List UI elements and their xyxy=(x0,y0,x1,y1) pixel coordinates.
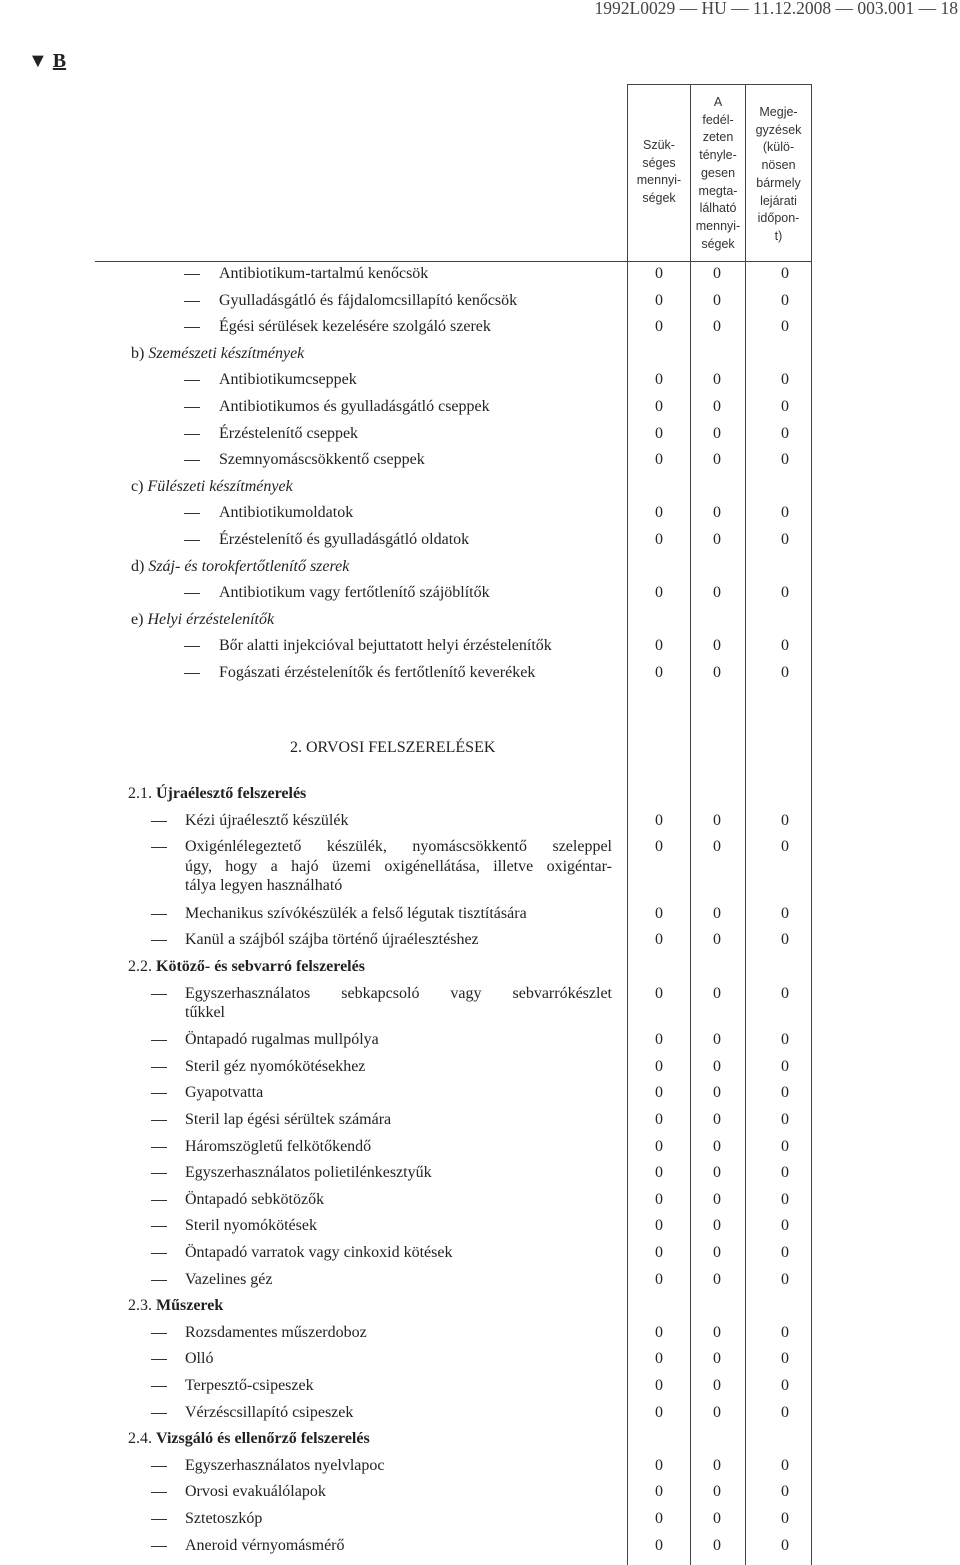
cell-value: 0 xyxy=(655,1403,663,1421)
cell-value: 0 xyxy=(781,371,789,389)
group-heading xyxy=(128,784,306,803)
group-title: Műszerek xyxy=(156,1297,224,1315)
subsection-heading xyxy=(131,344,304,363)
dash-bullet xyxy=(151,940,167,941)
section-title: 2. ORVOSI FELSZERELÉSEK xyxy=(290,739,496,756)
cell-value: 0 xyxy=(713,291,721,309)
group-heading xyxy=(128,1296,223,1315)
cell-value: 0 xyxy=(655,1244,663,1261)
cell-value: 0 xyxy=(781,1536,789,1554)
cell-value: 0 xyxy=(655,1350,663,1368)
list-item-text: Orvosi evakuálólapok xyxy=(185,1483,326,1501)
dash-bullet xyxy=(151,1519,167,1520)
cell-value: 0 xyxy=(781,291,789,309)
cell-value: 0 xyxy=(713,811,721,829)
cell-value: 0 xyxy=(781,1057,789,1075)
cell-value: 0 xyxy=(713,424,721,442)
cell-value: 0 xyxy=(781,1164,789,1182)
cell-value: 0 xyxy=(781,1190,789,1208)
cell-value: 0 xyxy=(781,1350,789,1368)
column-header-actual-qty: A fedél- zeten tényle- gesen megta- lálható mennyi- ségek xyxy=(695,95,741,251)
cell-value: 0 xyxy=(781,1217,789,1235)
list-item-text: Antibiotikum vagy fertőtlenítő szájöblítők xyxy=(219,584,490,602)
cell-value: 0 xyxy=(655,318,663,336)
list-item-text-line: Oxigénlélegeztető készülék, nyomáscsökkentő szeleppel xyxy=(185,838,612,856)
dash-bullet xyxy=(151,1040,167,1041)
cell-value: 0 xyxy=(655,265,663,282)
group-title: Vizsgáló és ellenőrző felszerelés xyxy=(156,1430,370,1448)
cell-value: 0 xyxy=(781,1270,789,1288)
group-number: 2.3. xyxy=(128,1297,156,1315)
amendment-marker xyxy=(28,52,66,71)
header-bottom-border xyxy=(95,261,812,262)
list-item-text-line: úgy, hogy a hajó üzemi oxigénellátása, illetve oxigéntar- xyxy=(185,857,612,875)
list-item-text-line: tálya legyen használható xyxy=(185,877,343,895)
dash-bullet xyxy=(184,380,200,381)
cell-value: 0 xyxy=(713,1377,721,1394)
cell-value: 0 xyxy=(781,1084,789,1102)
cell-value: 0 xyxy=(781,424,789,442)
cell-value: 0 xyxy=(713,1510,721,1527)
dash-bullet xyxy=(184,673,200,674)
dash-bullet xyxy=(151,1067,167,1068)
dash-bullet xyxy=(151,1359,167,1360)
list-item-text: Steril lap égési sérültek számára xyxy=(185,1111,392,1128)
dash-bullet xyxy=(151,994,167,995)
cell-value: 0 xyxy=(781,451,789,469)
list-item-text: Antibiotikum-tartalmú kenőcsök xyxy=(219,265,429,282)
dash-bullet xyxy=(184,593,200,594)
cell-value: 0 xyxy=(781,531,789,548)
list-item-text: Sztetoszkóp xyxy=(185,1510,263,1527)
cell-value: 0 xyxy=(781,584,789,602)
cell-value: 0 xyxy=(713,1270,721,1288)
subsection-title: Fülészeti készítmények xyxy=(147,477,293,495)
list-item-text: Szemnyomáscsökkentő cseppek xyxy=(219,451,425,469)
dash-bullet xyxy=(151,1333,167,1334)
dash-bullet xyxy=(151,1253,167,1254)
list-item-text: Érzéstelenítő és gyulladásgátló oldatok xyxy=(219,531,470,548)
cell-value: 0 xyxy=(781,1403,789,1421)
dash-bullet xyxy=(184,301,200,302)
cell-value: 0 xyxy=(713,318,721,336)
list-item-text: Antibiotikumoldatok xyxy=(219,504,354,522)
dash-bullet xyxy=(151,1226,167,1227)
dash-bullet xyxy=(184,540,200,541)
cell-value: 0 xyxy=(781,318,789,336)
dash-bullet xyxy=(151,1386,167,1387)
cell-value: 0 xyxy=(655,1164,663,1182)
cell-value: 0 xyxy=(781,1323,789,1341)
cell-value: 0 xyxy=(713,1137,721,1155)
cell-value: 0 xyxy=(781,398,789,415)
cell-value: 0 xyxy=(655,637,663,655)
list-item-text: Öntapadó sebkötözők xyxy=(185,1190,325,1208)
cell-value: 0 xyxy=(713,1456,721,1474)
subsection-heading xyxy=(131,477,293,496)
dash-bullet xyxy=(151,1546,167,1547)
cell-value: 0 xyxy=(655,1084,663,1102)
dash-bullet xyxy=(184,646,200,647)
list-item-text: Fogászati érzéstelenítők és fertőtlenítő keverékek xyxy=(219,664,536,681)
cell-value: 0 xyxy=(655,1031,663,1049)
column-divider-1 xyxy=(690,84,691,1565)
cell-value: 0 xyxy=(713,1403,721,1421)
dash-bullet xyxy=(151,1280,167,1281)
cell-value: 0 xyxy=(781,664,789,681)
list-item-text: Háromszögletű felkötőkendő xyxy=(185,1137,372,1155)
cell-value: 0 xyxy=(781,265,789,282)
cell-value: 0 xyxy=(713,1031,721,1049)
subsection-letter: c) xyxy=(131,477,148,495)
group-title: Kötöző- és sebvarró felszerelés xyxy=(156,958,365,975)
group-number: 2.4. xyxy=(128,1430,156,1448)
cell-value: 0 xyxy=(713,838,721,856)
cell-value: 0 xyxy=(655,424,663,442)
dash-bullet xyxy=(151,1093,167,1094)
cell-value: 0 xyxy=(655,504,663,522)
list-item-text: Aneroid vérnyomásmérő xyxy=(185,1536,345,1554)
cell-value: 0 xyxy=(781,984,789,1002)
list-item-text-line: Egyszerhasználatos sebkapcsoló vagy sebvarrókészlet xyxy=(185,984,612,1002)
cell-value: 0 xyxy=(713,904,721,922)
list-item-text: Gyapotvatta xyxy=(185,1084,264,1102)
list-item-text: Öntapadó rugalmas mullpólya xyxy=(185,1031,379,1049)
list-item-text: Olló xyxy=(185,1350,214,1368)
cell-value: 0 xyxy=(781,1244,789,1261)
cell-value: 0 xyxy=(713,451,721,469)
cell-value: 0 xyxy=(713,1190,721,1208)
page-header: 1992L0029 — HU — 11.12.2008 — 003.001 — 18 xyxy=(594,0,958,18)
cell-value: 0 xyxy=(655,1111,663,1128)
cell-value: 0 xyxy=(713,531,721,548)
list-item-text: Bőr alatti injekcióval bejuttatott helyi érzéstelenítők xyxy=(219,637,552,655)
group-title: Újraélesztő felszerelés xyxy=(156,785,307,802)
cell-value: 0 xyxy=(781,1456,789,1474)
subsection-letter: d) xyxy=(131,557,149,575)
cell-value: 0 xyxy=(655,371,663,389)
cell-value: 0 xyxy=(655,1510,663,1527)
cell-value: 0 xyxy=(655,1456,663,1474)
dash-bullet xyxy=(151,1200,167,1201)
list-item-text: Antibiotikumcseppek xyxy=(219,371,357,389)
cell-value: 0 xyxy=(713,265,721,282)
cell-value: 0 xyxy=(655,531,663,548)
cell-value: 0 xyxy=(655,931,663,949)
cell-value: 0 xyxy=(655,811,663,829)
dash-bullet xyxy=(184,513,200,514)
table-border-left xyxy=(627,84,628,1565)
cell-value: 0 xyxy=(713,1244,721,1261)
dash-bullet xyxy=(184,434,200,435)
subsection-title: Száj- és torokfertőtlenítő szerek xyxy=(148,557,350,575)
cell-value: 0 xyxy=(713,1164,721,1182)
group-heading xyxy=(128,957,365,976)
column-divider-2 xyxy=(745,84,746,1565)
dash-bullet xyxy=(151,1466,167,1467)
dash-bullet xyxy=(184,460,200,461)
cell-value: 0 xyxy=(713,984,721,1002)
dash-bullet xyxy=(151,1413,167,1414)
cell-value: 0 xyxy=(781,1137,789,1155)
down-triangle-icon: ▼ xyxy=(28,50,48,72)
cell-value: 0 xyxy=(655,291,663,309)
cell-value: 0 xyxy=(655,1057,663,1075)
list-item-text: Kanül a szájból szájba történő újraélesztéshez xyxy=(185,931,479,949)
group-number: 2.2. xyxy=(128,958,156,975)
list-item-text: Égési sérülések kezelésére szolgáló szerek xyxy=(219,318,491,336)
cell-value: 0 xyxy=(655,451,663,469)
column-header-remarks: Megje- gyzések (külö- nösen bármely lejárati időpon- t) xyxy=(755,105,802,243)
cell-value: 0 xyxy=(655,1137,663,1155)
cell-value: 0 xyxy=(781,931,789,949)
cell-value: 0 xyxy=(781,1031,789,1049)
dash-bullet xyxy=(151,1492,167,1493)
cell-value: 0 xyxy=(713,637,721,655)
list-item-text-line: tűkkel xyxy=(185,1004,225,1022)
list-item-text: Kézi újraélesztő készülék xyxy=(185,811,349,829)
cell-value: 0 xyxy=(655,904,663,922)
dash-bullet xyxy=(151,1173,167,1174)
list-item-text: Mechanikus szívókészülék a felső légutak tisztítására xyxy=(185,904,527,922)
cell-value: 0 xyxy=(713,584,721,602)
group-number: 2.1. xyxy=(128,785,156,802)
group-heading xyxy=(128,1429,370,1448)
cell-value: 0 xyxy=(655,1217,663,1235)
list-item-text: Egyszerhasználatos polietilénkesztyűk xyxy=(185,1164,432,1182)
cell-value: 0 xyxy=(781,904,789,922)
subsection-heading xyxy=(131,610,274,629)
cell-value: 0 xyxy=(781,637,789,655)
dash-bullet xyxy=(184,407,200,408)
cell-value: 0 xyxy=(655,664,663,681)
cell-value: 0 xyxy=(655,1377,663,1394)
cell-value: 0 xyxy=(655,1270,663,1288)
cell-value: 0 xyxy=(713,664,721,681)
dash-bullet xyxy=(151,1147,167,1148)
cell-value: 0 xyxy=(713,1483,721,1501)
dash-bullet xyxy=(151,1120,167,1121)
cell-value: 0 xyxy=(713,1323,721,1341)
cell-value: 0 xyxy=(655,1190,663,1208)
cell-value: 0 xyxy=(781,1111,789,1128)
dash-bullet xyxy=(184,274,200,275)
cell-value: 0 xyxy=(713,1536,721,1554)
cell-value: 0 xyxy=(655,1536,663,1554)
list-item-text: Steril géz nyomókötésekhez xyxy=(185,1057,366,1075)
list-item-text: Rozsdamentes műszerdoboz xyxy=(185,1323,367,1341)
list-item-text: Vazelines géz xyxy=(185,1270,273,1288)
table-top-border xyxy=(627,84,812,85)
subsection-title: Helyi érzéstelenítők xyxy=(147,610,275,628)
cell-value: 0 xyxy=(713,1057,721,1075)
cell-value: 0 xyxy=(713,1350,721,1368)
list-item-text: Egyszerhasználatos nyelvlapoc xyxy=(185,1456,385,1474)
cell-value: 0 xyxy=(655,1323,663,1341)
list-item-text: Gyulladásgátló és fájdalomcsillapító kenőcsök xyxy=(219,291,518,309)
list-item-text: Érzéstelenítő cseppek xyxy=(219,424,359,442)
cell-value: 0 xyxy=(713,1217,721,1235)
table-border-right xyxy=(811,84,812,1565)
list-item-text: Öntapadó varratok vagy cinkoxid kötések xyxy=(185,1244,453,1261)
cell-value: 0 xyxy=(655,1483,663,1501)
column-header-required-qty: Szük- séges mennyi- ségek xyxy=(636,138,682,206)
list-item-text: Steril nyomókötések xyxy=(185,1217,317,1235)
subsection-letter: e) xyxy=(131,610,148,628)
cell-value: 0 xyxy=(655,984,663,1002)
subsection-letter: b) xyxy=(131,344,149,362)
cell-value: 0 xyxy=(713,398,721,415)
cell-value: 0 xyxy=(713,371,721,389)
cell-value: 0 xyxy=(713,504,721,522)
cell-value: 0 xyxy=(655,584,663,602)
cell-value: 0 xyxy=(655,838,663,856)
dash-bullet xyxy=(151,847,167,848)
dash-bullet xyxy=(184,327,200,328)
cell-value: 0 xyxy=(713,931,721,949)
cell-value: 0 xyxy=(713,1084,721,1102)
cell-value: 0 xyxy=(781,838,789,856)
list-item-text: Terpesztő-csipeszek xyxy=(185,1377,314,1394)
cell-value: 0 xyxy=(781,1483,789,1501)
dash-bullet xyxy=(151,821,167,822)
cell-value: 0 xyxy=(713,1111,721,1128)
cell-value: 0 xyxy=(655,398,663,415)
subsection-title: Szemészeti készítmények xyxy=(148,344,305,362)
cell-value: 0 xyxy=(781,504,789,522)
cell-value: 0 xyxy=(781,811,789,829)
marker-label: B xyxy=(52,50,67,72)
list-item-text: Vérzéscsillapító csipeszek xyxy=(185,1403,354,1421)
cell-value: 0 xyxy=(781,1377,789,1394)
subsection-heading xyxy=(131,557,349,576)
cell-value: 0 xyxy=(781,1510,789,1527)
list-item-text: Antibiotikumos és gyulladásgátló cseppek xyxy=(219,398,490,415)
dash-bullet xyxy=(151,914,167,915)
